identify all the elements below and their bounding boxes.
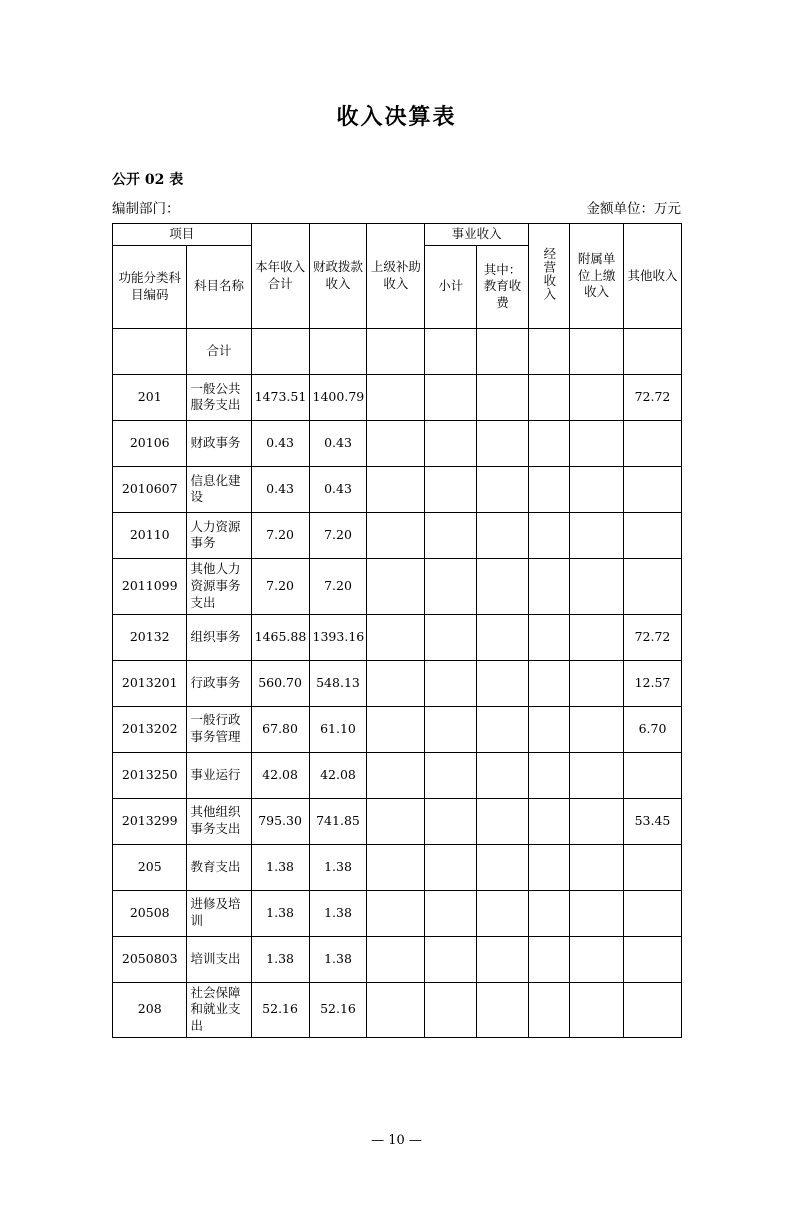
header-subject-name: 科目名称 xyxy=(187,245,251,328)
cell-other-income xyxy=(623,558,681,614)
cell-func-code: 20110 xyxy=(113,512,187,558)
cell-affiliated-unit-paid xyxy=(570,936,624,982)
header-operating-income: 经营收入 xyxy=(528,224,569,329)
cell-other-income xyxy=(623,466,681,512)
cell-business-edu-fee xyxy=(477,512,529,558)
cell-business-subtotal xyxy=(425,558,477,614)
cell-superior-subsidy xyxy=(367,512,425,558)
cell-business-subtotal xyxy=(425,936,477,982)
cell-superior-subsidy xyxy=(367,328,425,374)
cell-subject-name: 财政事务 xyxy=(187,420,251,466)
cell-year-total: 42.08 xyxy=(251,752,309,798)
table-row xyxy=(113,660,682,706)
cell-func-code: 20132 xyxy=(113,614,187,660)
page-number: — 10 — xyxy=(371,1133,422,1148)
cell-other-income xyxy=(623,512,681,558)
cell-subject-name: 信息化建设 xyxy=(187,466,251,512)
cell-business-edu-fee xyxy=(477,844,529,890)
cell-subject-name: 组织事务 xyxy=(187,614,251,660)
cell-other-income: 53.45 xyxy=(623,798,681,844)
cell-year-total: 1465.88 xyxy=(251,614,309,660)
cell-superior-subsidy xyxy=(367,374,425,420)
cell-other-income: 72.72 xyxy=(623,374,681,420)
cell-subject-name: 教育支出 xyxy=(187,844,251,890)
cell-operating-income xyxy=(528,844,569,890)
cell-business-subtotal xyxy=(425,614,477,660)
cell-business-edu-fee xyxy=(477,374,529,420)
cell-fiscal-appropriation: 0.43 xyxy=(309,466,367,512)
cell-other-income xyxy=(623,844,681,890)
cell-superior-subsidy xyxy=(367,466,425,512)
cell-subject-name: 社会保障和就业支出 xyxy=(187,982,251,1038)
cell-business-edu-fee xyxy=(477,890,529,936)
cell-affiliated-unit-paid xyxy=(570,420,624,466)
table-row xyxy=(113,798,682,844)
cell-superior-subsidy xyxy=(367,706,425,752)
table-row xyxy=(113,982,682,1038)
cell-operating-income xyxy=(528,706,569,752)
cell-operating-income xyxy=(528,982,569,1038)
cell-business-subtotal xyxy=(425,706,477,752)
page-title: 收入决算表 xyxy=(336,104,457,130)
table-row xyxy=(113,706,682,752)
cell-subject-name: 事业运行 xyxy=(187,752,251,798)
cell-fiscal-appropriation: 1393.16 xyxy=(309,614,367,660)
cell-subject-name: 行政事务 xyxy=(187,660,251,706)
cell-operating-income xyxy=(528,558,569,614)
cell-business-subtotal xyxy=(425,466,477,512)
cell-subject-name: 人力资源事务 xyxy=(187,512,251,558)
cell-business-edu-fee xyxy=(477,936,529,982)
cell-superior-subsidy xyxy=(367,558,425,614)
cell-operating-income xyxy=(528,936,569,982)
cell-func-code: 208 xyxy=(113,982,187,1038)
cell-fiscal-appropriation: 61.10 xyxy=(309,706,367,752)
cell-fiscal-appropriation: 7.20 xyxy=(309,558,367,614)
cell-superior-subsidy xyxy=(367,936,425,982)
cell-year-total: 1473.51 xyxy=(251,374,309,420)
cell-business-subtotal xyxy=(425,660,477,706)
cell-subject-name: 一般公共服务支出 xyxy=(187,374,251,420)
department-label: 编制部门： xyxy=(112,201,180,217)
table-row xyxy=(113,512,682,558)
cell-year-total: 52.16 xyxy=(251,982,309,1038)
cell-other-income: 72.72 xyxy=(623,614,681,660)
cell-affiliated-unit-paid xyxy=(570,752,624,798)
cell-business-subtotal xyxy=(425,752,477,798)
cell-fiscal-appropriation: 1.38 xyxy=(309,936,367,982)
cell-business-edu-fee xyxy=(477,466,529,512)
cell-func-code: 20106 xyxy=(113,420,187,466)
cell-year-total xyxy=(251,328,309,374)
table-row xyxy=(113,844,682,890)
income-final-accounts-table xyxy=(112,223,682,1038)
cell-superior-subsidy xyxy=(367,982,425,1038)
cell-fiscal-appropriation xyxy=(309,328,367,374)
cell-affiliated-unit-paid xyxy=(570,890,624,936)
header-year-total: 本年收入合计 xyxy=(251,224,309,329)
document-page xyxy=(0,100,793,1222)
cell-other-income xyxy=(623,890,681,936)
cell-affiliated-unit-paid xyxy=(570,512,624,558)
cell-subject-name: 合计 xyxy=(187,328,251,374)
cell-superior-subsidy xyxy=(367,614,425,660)
cell-affiliated-unit-paid xyxy=(570,614,624,660)
cell-func-code: 201 xyxy=(113,374,187,420)
table-row xyxy=(113,890,682,936)
cell-year-total: 1.38 xyxy=(251,844,309,890)
cell-subject-name: 培训支出 xyxy=(187,936,251,982)
cell-affiliated-unit-paid xyxy=(570,706,624,752)
cell-other-income xyxy=(623,752,681,798)
cell-affiliated-unit-paid xyxy=(570,982,624,1038)
cell-year-total: 7.20 xyxy=(251,512,309,558)
cell-superior-subsidy xyxy=(367,420,425,466)
cell-func-code: 2013250 xyxy=(113,752,187,798)
cell-operating-income xyxy=(528,466,569,512)
cell-affiliated-unit-paid xyxy=(570,328,624,374)
cell-operating-income xyxy=(528,614,569,660)
cell-superior-subsidy xyxy=(367,752,425,798)
table-row xyxy=(113,752,682,798)
meta-block xyxy=(0,169,793,217)
cell-year-total: 0.43 xyxy=(251,466,309,512)
cell-operating-income xyxy=(528,512,569,558)
table-row xyxy=(113,936,682,982)
cell-affiliated-unit-paid xyxy=(570,660,624,706)
table-row xyxy=(113,614,682,660)
cell-superior-subsidy xyxy=(367,798,425,844)
table-row xyxy=(113,420,682,466)
cell-superior-subsidy xyxy=(367,844,425,890)
cell-fiscal-appropriation: 548.13 xyxy=(309,660,367,706)
amount-unit-label: 金额单位：万元 xyxy=(586,201,681,217)
header-func-code: 功能分类科目编码 xyxy=(113,245,187,328)
cell-superior-subsidy xyxy=(367,660,425,706)
cell-business-edu-fee xyxy=(477,660,529,706)
cell-fiscal-appropriation: 52.16 xyxy=(309,982,367,1038)
cell-other-income xyxy=(623,328,681,374)
cell-year-total: 1.38 xyxy=(251,936,309,982)
cell-business-edu-fee xyxy=(477,328,529,374)
cell-func-code: 205 xyxy=(113,844,187,890)
cell-business-subtotal xyxy=(425,512,477,558)
cell-other-income xyxy=(623,420,681,466)
cell-func-code xyxy=(113,328,187,374)
cell-operating-income xyxy=(528,752,569,798)
header-business-subtotal: 小计 xyxy=(425,245,477,328)
cell-func-code: 2010607 xyxy=(113,466,187,512)
cell-other-income: 12.57 xyxy=(623,660,681,706)
cell-fiscal-appropriation: 741.85 xyxy=(309,798,367,844)
cell-operating-income xyxy=(528,328,569,374)
cell-func-code: 2013202 xyxy=(113,706,187,752)
cell-func-code: 2011099 xyxy=(113,558,187,614)
cell-year-total: 0.43 xyxy=(251,420,309,466)
cell-business-subtotal xyxy=(425,798,477,844)
form-number: 公开 02 表 xyxy=(112,172,184,188)
table-row xyxy=(113,374,682,420)
cell-other-income xyxy=(623,936,681,982)
table-row xyxy=(113,558,682,614)
cell-affiliated-unit-paid xyxy=(570,466,624,512)
cell-year-total: 67.80 xyxy=(251,706,309,752)
cell-business-edu-fee xyxy=(477,420,529,466)
cell-subject-name: 其他组织事务支出 xyxy=(187,798,251,844)
header-business-edu-fee: 其中：教育收费 xyxy=(477,245,529,328)
header-other-income: 其他收入 xyxy=(623,224,681,329)
cell-affiliated-unit-paid xyxy=(570,558,624,614)
cell-business-edu-fee xyxy=(477,752,529,798)
cell-fiscal-appropriation: 1.38 xyxy=(309,844,367,890)
header-superior-subsidy: 上级补助收入 xyxy=(367,224,425,329)
header-project-group: 项目 xyxy=(113,224,252,246)
cell-business-subtotal xyxy=(425,328,477,374)
table-row xyxy=(113,466,682,512)
cell-func-code: 20508 xyxy=(113,890,187,936)
cell-other-income xyxy=(623,982,681,1038)
cell-business-edu-fee xyxy=(477,798,529,844)
cell-operating-income xyxy=(528,798,569,844)
cell-business-edu-fee xyxy=(477,982,529,1038)
cell-func-code: 2050803 xyxy=(113,936,187,982)
cell-operating-income xyxy=(528,890,569,936)
header-affiliated-unit-paid: 附属单位上缴收入 xyxy=(570,224,624,329)
cell-subject-name: 进修及培训 xyxy=(187,890,251,936)
cell-business-subtotal xyxy=(425,420,477,466)
cell-fiscal-appropriation: 42.08 xyxy=(309,752,367,798)
cell-business-edu-fee xyxy=(477,706,529,752)
cell-business-subtotal xyxy=(425,844,477,890)
cell-business-edu-fee xyxy=(477,558,529,614)
cell-business-edu-fee xyxy=(477,614,529,660)
cell-subject-name: 一般行政事务管理 xyxy=(187,706,251,752)
cell-operating-income xyxy=(528,374,569,420)
table-body xyxy=(113,328,682,1037)
header-fiscal-appropriation: 财政拨款收入 xyxy=(309,224,367,329)
cell-business-subtotal xyxy=(425,890,477,936)
cell-year-total: 1.38 xyxy=(251,890,309,936)
cell-func-code: 2013299 xyxy=(113,798,187,844)
cell-affiliated-unit-paid xyxy=(570,798,624,844)
cell-year-total: 7.20 xyxy=(251,558,309,614)
cell-superior-subsidy xyxy=(367,890,425,936)
cell-business-subtotal xyxy=(425,374,477,420)
cell-affiliated-unit-paid xyxy=(570,374,624,420)
table-row xyxy=(113,328,682,374)
cell-year-total: 560.70 xyxy=(251,660,309,706)
cell-fiscal-appropriation: 0.43 xyxy=(309,420,367,466)
cell-fiscal-appropriation: 7.20 xyxy=(309,512,367,558)
header-business-income-group: 事业收入 xyxy=(425,224,528,246)
cell-business-subtotal xyxy=(425,982,477,1038)
cell-func-code: 2013201 xyxy=(113,660,187,706)
cell-subject-name: 其他人力资源事务支出 xyxy=(187,558,251,614)
cell-operating-income xyxy=(528,420,569,466)
cell-fiscal-appropriation: 1400.79 xyxy=(309,374,367,420)
cell-affiliated-unit-paid xyxy=(570,844,624,890)
cell-operating-income xyxy=(528,660,569,706)
cell-year-total: 795.30 xyxy=(251,798,309,844)
cell-fiscal-appropriation: 1.38 xyxy=(309,890,367,936)
cell-other-income: 6.70 xyxy=(623,706,681,752)
